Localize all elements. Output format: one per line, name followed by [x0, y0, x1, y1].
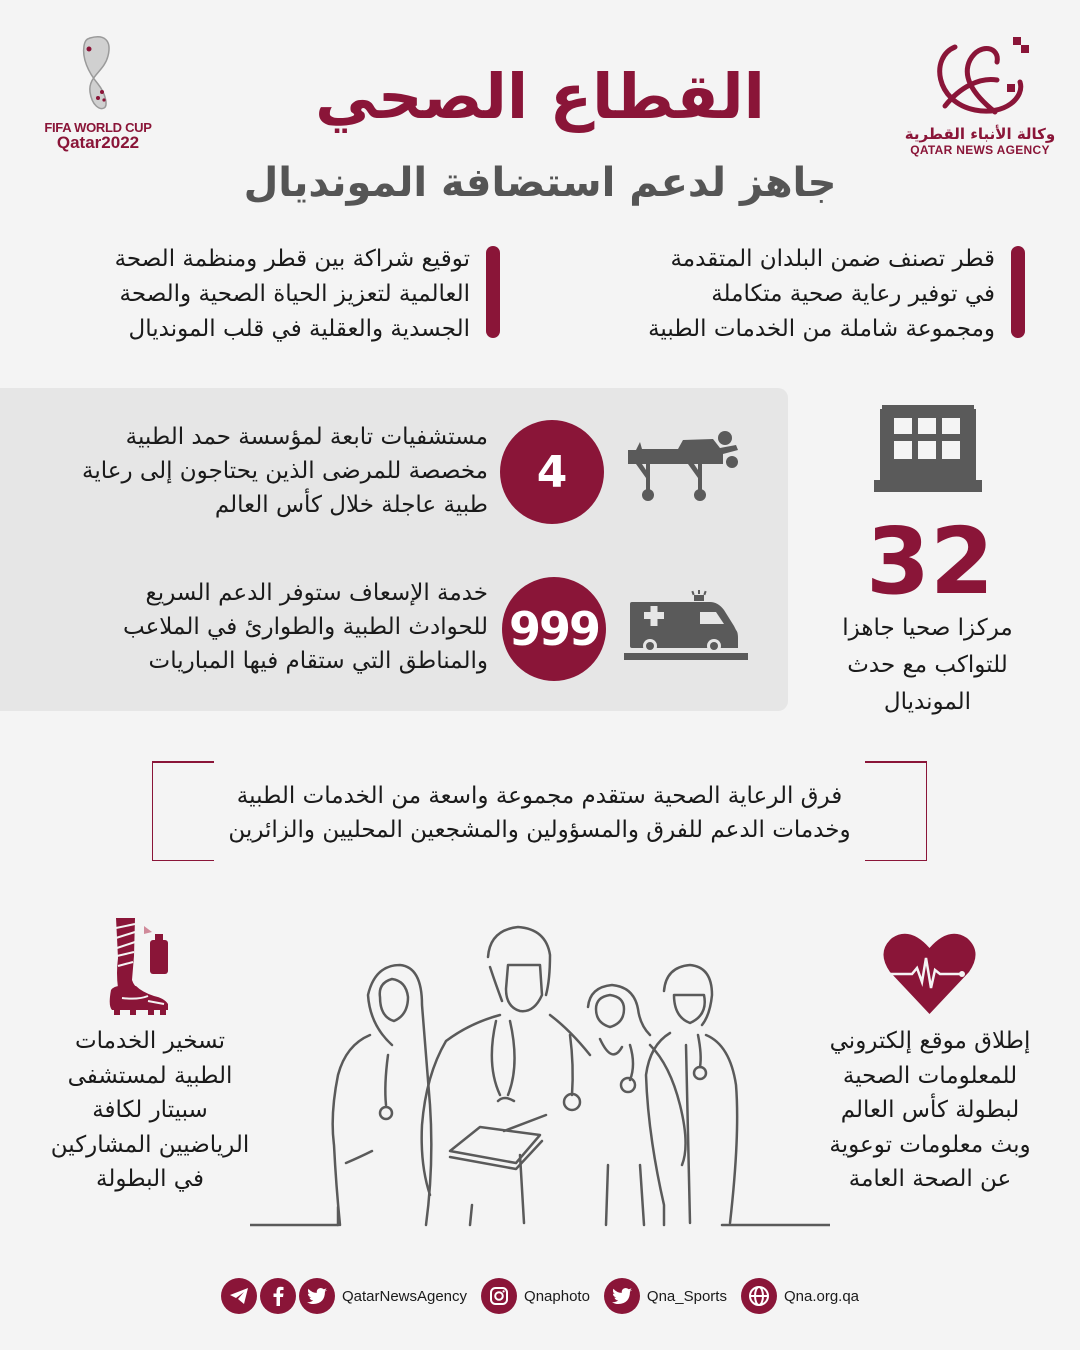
intro-text [648, 242, 1011, 342]
facebook-icon[interactable] [260, 1278, 296, 1314]
stat-circle-hospitals: 4 [500, 420, 604, 524]
text-line: في البطولة [96, 1166, 204, 1192]
telegram-icon[interactable] [221, 1278, 257, 1314]
text-line: وخدمات الدعم للفرق والمسؤولين والمشجعين المحليين والزائرين [228, 817, 851, 843]
stat-circle-ambulance-number: 999 [502, 577, 606, 681]
qna-english-name: QATAR NEWS AGENCY [910, 143, 1050, 157]
callout-text [153, 779, 926, 847]
aspetar-services-text [30, 1024, 270, 1197]
health-centers-text [820, 610, 1035, 721]
ambulance-icon [622, 590, 750, 669]
text-line: قطر تصنف ضمن البلدان المتقدمة [670, 246, 995, 272]
social-qatarnewsagency[interactable] [221, 1278, 467, 1314]
twitter-icon[interactable] [604, 1278, 640, 1314]
globe-icon[interactable] [741, 1278, 777, 1314]
intro-text [114, 242, 486, 342]
social-label[interactable]: Qna.org.qa [783, 1287, 860, 1305]
qna-arabic-name: وكالة الأنباء القطرية [904, 125, 1056, 143]
text-line: الرياضيين المشاركين [50, 1131, 250, 1158]
social-label[interactable]: Qna_Sports [646, 1287, 727, 1305]
instagram-icon[interactable] [481, 1278, 517, 1314]
text-line: للحوادث الطبية والطوارئ في الملاعب [122, 614, 488, 640]
intro-item-who-partnership [60, 246, 500, 342]
text-line: مستشفيات تابعة لمؤسسة حمد الطبية [125, 424, 488, 450]
social-website[interactable] [741, 1278, 859, 1314]
stat-text-ambulance [40, 576, 488, 678]
text-line: مركزا صحيا جاهزا [842, 615, 1013, 641]
social-qna-sports[interactable] [604, 1278, 727, 1314]
text-line: الجسدية والعقلية في قلب المونديال [128, 316, 470, 342]
text-line: خدمة الإسعاف ستوفر الدعم السريع [145, 580, 488, 606]
text-line: تسخير الخدمات [74, 1028, 225, 1054]
text-line: في توفير رعاية صحية متكاملة [711, 281, 995, 307]
health-centers-count: 32 [865, 508, 995, 615]
text-line: للمعلومات الصحية [842, 1062, 1018, 1089]
text-line: الطبية لمستشفى [67, 1062, 233, 1089]
text-line: العالمية لتعزيز الحياة الصحية والصحة [119, 281, 470, 307]
social-label[interactable]: Qnaphoto [524, 1287, 590, 1305]
stretcher-icon [628, 430, 743, 514]
text-line: توقيع شراكة بين قطر ومنظمة الصحة [114, 246, 470, 272]
healthcare-teams-callout [152, 761, 927, 861]
page-subtitle: جاهز لدعم استضافة المونديال [243, 160, 837, 206]
intro-item-advanced-healthcare [590, 246, 1025, 342]
text-line: والمناطق التي ستقام فيها المباريات [148, 648, 488, 674]
building-icon [874, 400, 984, 499]
social-label[interactable]: QatarNewsAgency [341, 1287, 468, 1305]
text-line: للتواكب مع حدث [847, 652, 1008, 678]
accent-bar [486, 246, 500, 338]
fifa-line2: Qatar2022 [56, 133, 140, 152]
text-line: وبث معلومات توعوية [829, 1131, 1031, 1158]
text-line: طبية عاجلة خلال كأس العالم [214, 492, 488, 518]
page-title: القطاع الصحي [315, 60, 765, 133]
text-line: عن الصحة العامة [848, 1166, 1012, 1192]
text-line: ومجموعة شاملة من الخدمات الطبية [648, 316, 995, 342]
fifa-line1: FIFA WORLD CUP [44, 120, 152, 135]
text-line: إطلاق موقع إلكتروني [829, 1028, 1031, 1054]
stat-text-hospitals [40, 420, 488, 522]
health-website-text [805, 1024, 1055, 1197]
social-footer [0, 1278, 1080, 1314]
injured-leg-spray-icon [108, 918, 178, 1022]
doctors-illustration [250, 905, 830, 1231]
twitter-icon[interactable] [299, 1278, 335, 1314]
accent-bar [1011, 246, 1025, 338]
text-line: سبيتار لكافة [92, 1097, 208, 1123]
text-line: فرق الرعاية الصحية ستقدم مجموعة واسعة من الخدمات الطبية [236, 783, 843, 809]
text-line: لبطولة كأس العالم [840, 1097, 1020, 1123]
text-line: المونديال [883, 689, 972, 715]
social-qnaphoto[interactable] [481, 1278, 590, 1314]
text-line: مخصصة للمرضى الذين يحتاجون إلى رعاية [82, 458, 488, 484]
heartbeat-icon [882, 932, 977, 1018]
